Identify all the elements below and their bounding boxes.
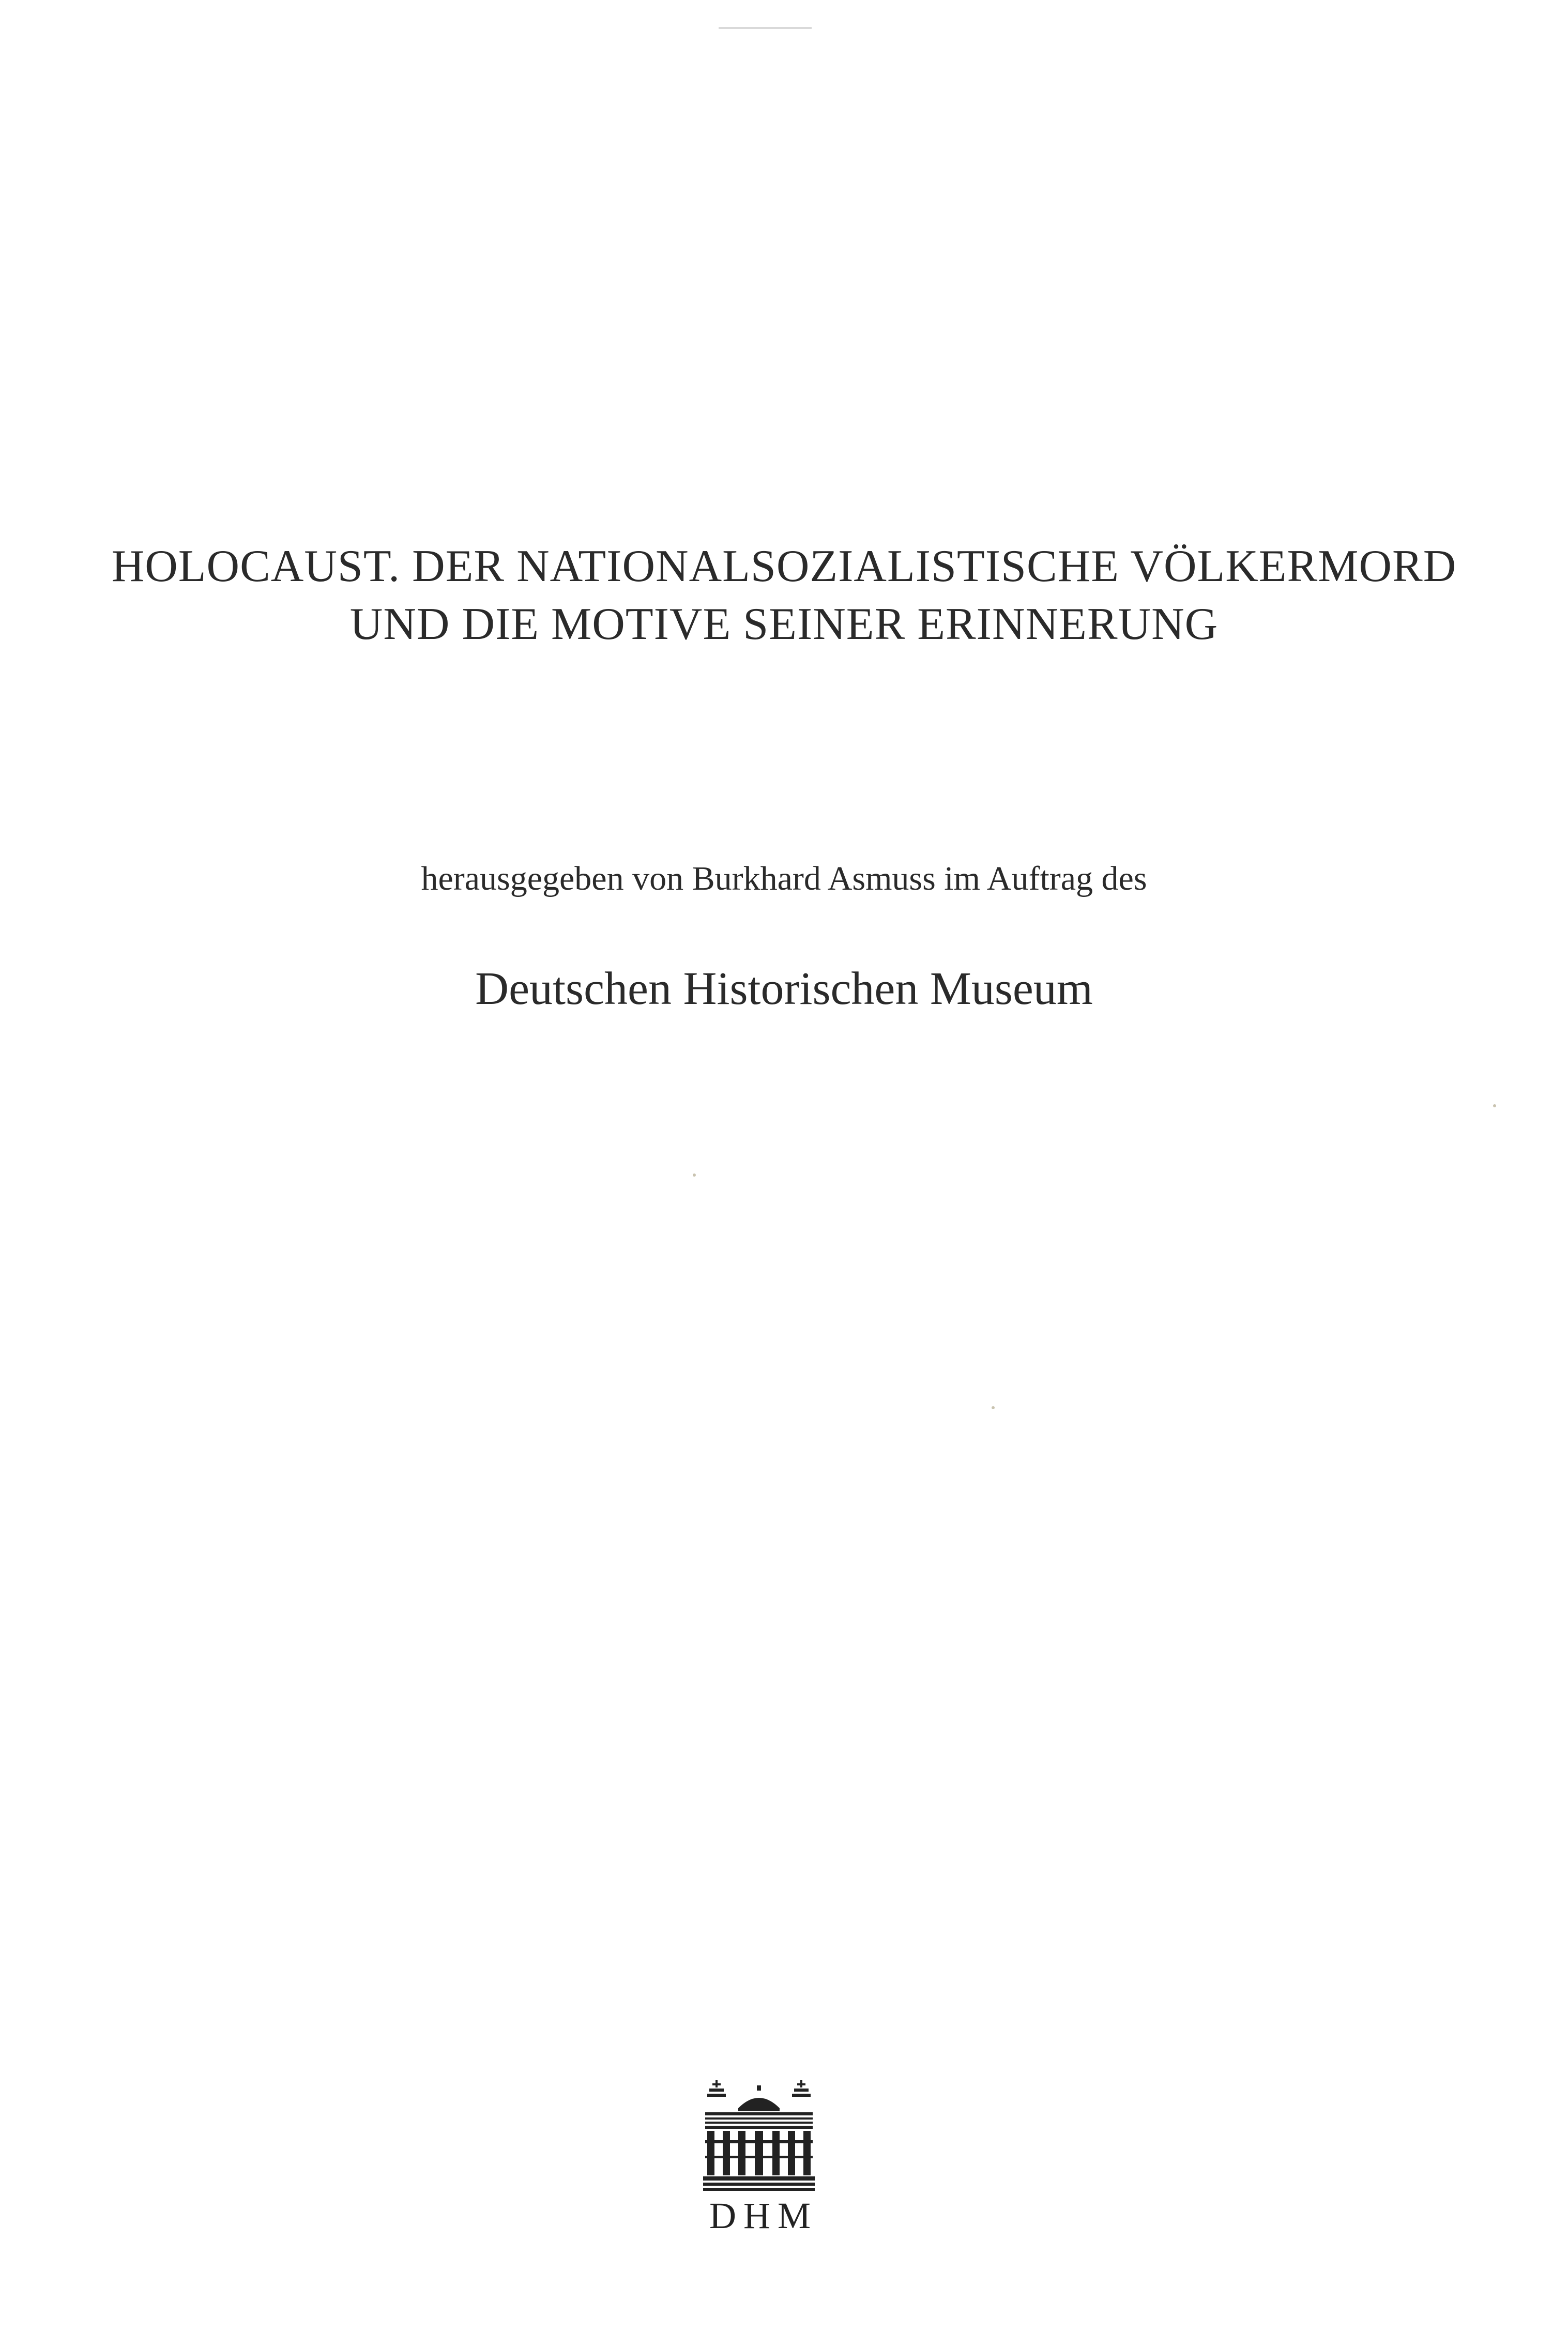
book-title-line-1: HOLOCAUST. DER NATIONALSOZIALISTISCHE VÖLKERMORD [111,541,1457,591]
institution-name: Deutschen Historischen Museum [475,963,1093,1014]
paper-speck [693,1173,696,1177]
paper-speck [1493,1104,1496,1107]
book-title-line-2: UND DIE MOTIVE SEINER ERINNERUNG [349,599,1219,649]
scan-edge-mark [719,27,812,29]
paper-speck [992,1406,995,1409]
editor-statement: herausgegeben von Burkhard Asmuss im Auftrag des [421,860,1147,897]
logo-wordmark: DHM [709,2195,818,2236]
dhm-logo [702,2078,818,2236]
book-title [0,538,1568,653]
museum-building-icon [702,2078,816,2192]
